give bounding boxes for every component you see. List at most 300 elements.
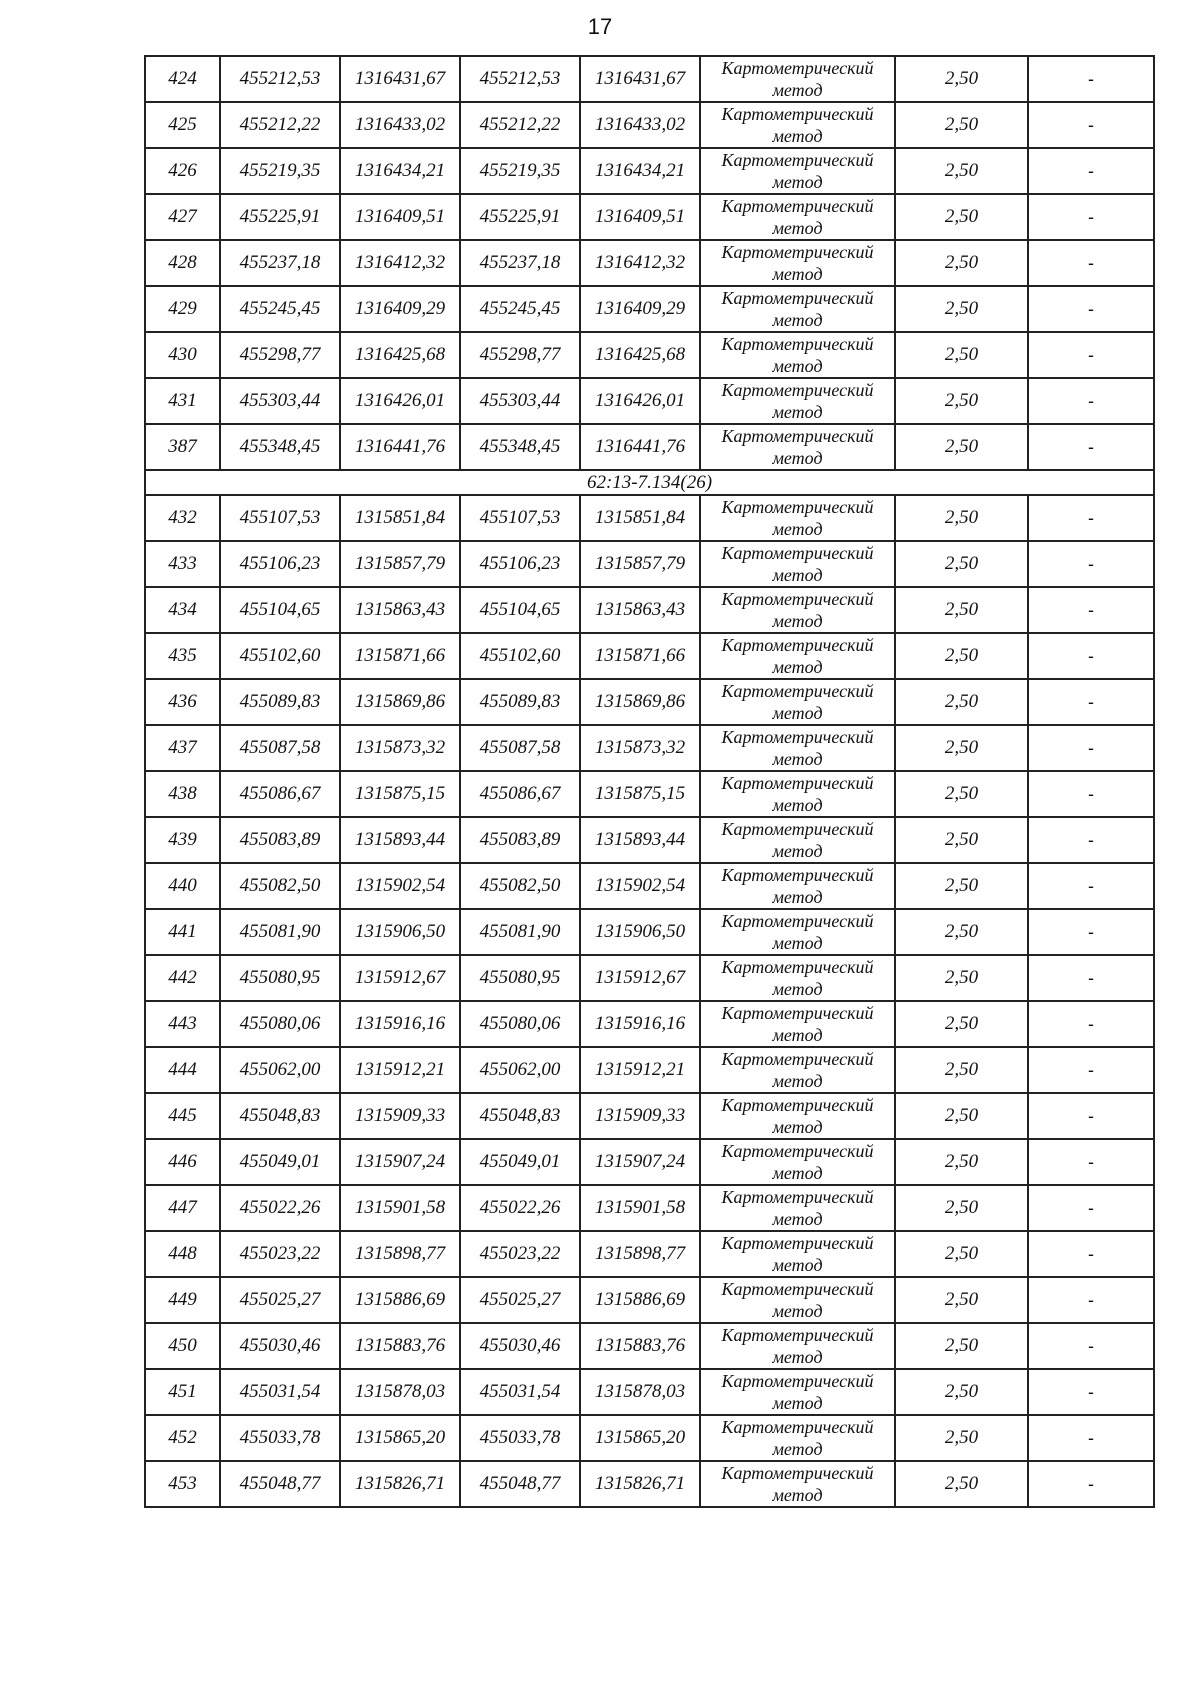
table-row (145, 587, 1154, 633)
x-new-cell: 455080,95 (460, 955, 580, 1001)
y-existing-cell: 1316433,02 (340, 102, 460, 148)
method-cell (700, 1277, 895, 1323)
y-new-cell: 1316425,68 (580, 332, 700, 378)
note-cell: - (1028, 1001, 1154, 1047)
x-existing-cell: 455087,58 (220, 725, 340, 771)
table-row (145, 817, 1154, 863)
method-cell (700, 286, 895, 332)
y-new-cell: 1315902,54 (580, 863, 700, 909)
accuracy-cell: 2,50 (895, 587, 1028, 633)
y-new-cell: 1315863,43 (580, 587, 700, 633)
method-cell (700, 1231, 895, 1277)
x-existing-cell: 455083,89 (220, 817, 340, 863)
y-existing-cell: 1315893,44 (340, 817, 460, 863)
method-line-2: метод (772, 1255, 823, 1275)
accuracy-cell: 2,50 (895, 240, 1028, 286)
x-new-cell: 455106,23 (460, 541, 580, 587)
method-line-1: Картометрический (721, 497, 874, 517)
note-cell: - (1028, 424, 1154, 470)
accuracy-cell: 2,50 (895, 679, 1028, 725)
method-line-1: Картометрический (721, 1463, 874, 1483)
coordinates-table (144, 55, 1155, 1508)
y-new-cell: 1316412,32 (580, 240, 700, 286)
point-number-cell: 438 (145, 771, 220, 817)
method-line-2: метод (772, 1301, 823, 1321)
method-cell (700, 679, 895, 725)
x-new-cell: 455025,27 (460, 1277, 580, 1323)
method-line-1: Картометрический (721, 426, 874, 446)
accuracy-cell: 2,50 (895, 909, 1028, 955)
y-new-cell: 1315878,03 (580, 1369, 700, 1415)
note-cell: - (1028, 1047, 1154, 1093)
method-line-2: метод (772, 841, 823, 861)
point-number-cell: 453 (145, 1461, 220, 1507)
table-row (145, 1185, 1154, 1231)
method-line-2: метод (772, 657, 823, 677)
y-new-cell: 1315857,79 (580, 541, 700, 587)
x-existing-cell: 455219,35 (220, 148, 340, 194)
method-line-2: метод (772, 402, 823, 422)
method-line-1: Картометрический (721, 819, 874, 839)
point-number-cell: 430 (145, 332, 220, 378)
x-existing-cell: 455048,77 (220, 1461, 340, 1507)
point-number-cell: 442 (145, 955, 220, 1001)
note-cell: - (1028, 955, 1154, 1001)
y-existing-cell: 1316434,21 (340, 148, 460, 194)
x-new-cell: 455062,00 (460, 1047, 580, 1093)
x-existing-cell: 455212,22 (220, 102, 340, 148)
method-line-2: метод (772, 1393, 823, 1413)
accuracy-cell: 2,50 (895, 194, 1028, 240)
method-line-2: метод (772, 126, 823, 146)
x-new-cell: 455087,58 (460, 725, 580, 771)
x-existing-cell: 455107,53 (220, 495, 340, 541)
table-row (145, 1415, 1154, 1461)
method-cell (700, 633, 895, 679)
method-line-1: Картометрический (721, 58, 874, 78)
accuracy-cell: 2,50 (895, 332, 1028, 378)
point-number-cell: 443 (145, 1001, 220, 1047)
table-row (145, 332, 1154, 378)
x-existing-cell: 455048,83 (220, 1093, 340, 1139)
table-row (145, 240, 1154, 286)
method-line-2: метод (772, 933, 823, 953)
x-existing-cell: 455081,90 (220, 909, 340, 955)
y-existing-cell: 1315898,77 (340, 1231, 460, 1277)
x-new-cell: 455225,91 (460, 194, 580, 240)
method-line-2: метод (772, 519, 823, 539)
x-existing-cell: 455025,27 (220, 1277, 340, 1323)
table-row (145, 1139, 1154, 1185)
y-existing-cell: 1315865,20 (340, 1415, 460, 1461)
x-new-cell: 455298,77 (460, 332, 580, 378)
method-line-1: Картометрический (721, 380, 874, 400)
accuracy-cell: 2,50 (895, 1231, 1028, 1277)
accuracy-cell: 2,50 (895, 771, 1028, 817)
accuracy-cell: 2,50 (895, 1093, 1028, 1139)
y-existing-cell: 1315901,58 (340, 1185, 460, 1231)
x-new-cell: 455348,45 (460, 424, 580, 470)
y-new-cell: 1315906,50 (580, 909, 700, 955)
method-line-1: Картометрический (721, 865, 874, 885)
x-new-cell: 455022,26 (460, 1185, 580, 1231)
point-number-cell: 450 (145, 1323, 220, 1369)
y-new-cell: 1315875,15 (580, 771, 700, 817)
table-row (145, 1047, 1154, 1093)
x-new-cell: 455104,65 (460, 587, 580, 633)
note-cell: - (1028, 1369, 1154, 1415)
point-number-cell: 424 (145, 56, 220, 102)
x-existing-cell: 455225,91 (220, 194, 340, 240)
note-cell: - (1028, 817, 1154, 863)
accuracy-cell: 2,50 (895, 495, 1028, 541)
method-line-1: Картометрический (721, 681, 874, 701)
note-cell: - (1028, 1093, 1154, 1139)
x-new-cell: 455083,89 (460, 817, 580, 863)
y-new-cell: 1316441,76 (580, 424, 700, 470)
note-cell: - (1028, 495, 1154, 541)
x-existing-cell: 455086,67 (220, 771, 340, 817)
accuracy-cell: 2,50 (895, 1001, 1028, 1047)
point-number-cell: 427 (145, 194, 220, 240)
y-existing-cell: 1316409,51 (340, 194, 460, 240)
point-number-cell: 449 (145, 1277, 220, 1323)
table-row (145, 1323, 1154, 1369)
method-line-2: метод (772, 1485, 823, 1505)
section-label: 62:13-7.134(26) (145, 470, 1154, 495)
section-header-row (145, 470, 1154, 495)
x-new-cell: 455048,83 (460, 1093, 580, 1139)
table-row (145, 863, 1154, 909)
point-number-cell: 428 (145, 240, 220, 286)
note-cell: - (1028, 378, 1154, 424)
y-existing-cell: 1316425,68 (340, 332, 460, 378)
method-cell (700, 587, 895, 633)
method-line-1: Картометрический (721, 288, 874, 308)
method-line-2: метод (772, 565, 823, 585)
note-cell: - (1028, 679, 1154, 725)
method-cell (700, 1323, 895, 1369)
table-row (145, 541, 1154, 587)
point-number-cell: 452 (145, 1415, 220, 1461)
note-cell: - (1028, 587, 1154, 633)
table-row (145, 1231, 1154, 1277)
method-line-2: метод (772, 172, 823, 192)
x-existing-cell: 455033,78 (220, 1415, 340, 1461)
note-cell: - (1028, 633, 1154, 679)
y-existing-cell: 1315851,84 (340, 495, 460, 541)
y-existing-cell: 1316431,67 (340, 56, 460, 102)
x-existing-cell: 455212,53 (220, 56, 340, 102)
table-row (145, 148, 1154, 194)
method-cell (700, 1369, 895, 1415)
accuracy-cell: 2,50 (895, 1461, 1028, 1507)
accuracy-cell: 2,50 (895, 1323, 1028, 1369)
y-existing-cell: 1315875,15 (340, 771, 460, 817)
note-cell: - (1028, 194, 1154, 240)
table-row (145, 679, 1154, 725)
x-existing-cell: 455062,00 (220, 1047, 340, 1093)
method-cell (700, 771, 895, 817)
y-new-cell: 1315912,67 (580, 955, 700, 1001)
method-line-1: Картометрический (721, 773, 874, 793)
point-number-cell: 433 (145, 541, 220, 587)
x-existing-cell: 455049,01 (220, 1139, 340, 1185)
accuracy-cell: 2,50 (895, 817, 1028, 863)
x-new-cell: 455049,01 (460, 1139, 580, 1185)
y-new-cell: 1315912,21 (580, 1047, 700, 1093)
y-existing-cell: 1315907,24 (340, 1139, 460, 1185)
accuracy-cell: 2,50 (895, 541, 1028, 587)
x-existing-cell: 455303,44 (220, 378, 340, 424)
y-existing-cell: 1315886,69 (340, 1277, 460, 1323)
x-existing-cell: 455245,45 (220, 286, 340, 332)
y-new-cell: 1316434,21 (580, 148, 700, 194)
method-line-2: метод (772, 448, 823, 468)
method-line-1: Картометрический (721, 242, 874, 262)
y-existing-cell: 1315873,32 (340, 725, 460, 771)
y-new-cell: 1315869,86 (580, 679, 700, 725)
method-line-1: Картометрический (721, 911, 874, 931)
table-row (145, 378, 1154, 424)
method-cell (700, 863, 895, 909)
method-line-1: Картометрический (721, 543, 874, 563)
accuracy-cell: 2,50 (895, 286, 1028, 332)
y-new-cell: 1316409,29 (580, 286, 700, 332)
table-row (145, 56, 1154, 102)
x-existing-cell: 455298,77 (220, 332, 340, 378)
table-row (145, 1369, 1154, 1415)
x-new-cell: 455082,50 (460, 863, 580, 909)
method-line-1: Картометрический (721, 1049, 874, 1069)
y-existing-cell: 1316409,29 (340, 286, 460, 332)
x-new-cell: 455023,22 (460, 1231, 580, 1277)
x-new-cell: 455031,54 (460, 1369, 580, 1415)
y-existing-cell: 1316412,32 (340, 240, 460, 286)
table-body-bottom (145, 495, 1154, 1507)
y-existing-cell: 1315912,67 (340, 955, 460, 1001)
point-number-cell: 437 (145, 725, 220, 771)
note-cell: - (1028, 1139, 1154, 1185)
method-line-2: метод (772, 1163, 823, 1183)
y-new-cell: 1315909,33 (580, 1093, 700, 1139)
table-row (145, 194, 1154, 240)
note-cell: - (1028, 863, 1154, 909)
x-new-cell: 455212,22 (460, 102, 580, 148)
method-line-2: метод (772, 1439, 823, 1459)
method-line-1: Картометрический (721, 1003, 874, 1023)
note-cell: - (1028, 1415, 1154, 1461)
x-existing-cell: 455080,06 (220, 1001, 340, 1047)
x-existing-cell: 455106,23 (220, 541, 340, 587)
method-line-1: Картометрический (721, 727, 874, 747)
y-existing-cell: 1315878,03 (340, 1369, 460, 1415)
point-number-cell: 451 (145, 1369, 220, 1415)
point-number-cell: 426 (145, 148, 220, 194)
method-cell (700, 1461, 895, 1507)
x-new-cell: 455237,18 (460, 240, 580, 286)
accuracy-cell: 2,50 (895, 148, 1028, 194)
x-existing-cell: 455023,22 (220, 1231, 340, 1277)
method-cell (700, 102, 895, 148)
method-line-2: метод (772, 611, 823, 631)
accuracy-cell: 2,50 (895, 424, 1028, 470)
x-existing-cell: 455022,26 (220, 1185, 340, 1231)
method-line-1: Картометрический (721, 1233, 874, 1253)
method-cell (700, 1001, 895, 1047)
table-row (145, 102, 1154, 148)
table-row (145, 909, 1154, 955)
accuracy-cell: 2,50 (895, 863, 1028, 909)
accuracy-cell: 2,50 (895, 1369, 1028, 1415)
y-existing-cell: 1315916,16 (340, 1001, 460, 1047)
x-new-cell: 455030,46 (460, 1323, 580, 1369)
x-existing-cell: 455082,50 (220, 863, 340, 909)
y-new-cell: 1315886,69 (580, 1277, 700, 1323)
accuracy-cell: 2,50 (895, 56, 1028, 102)
method-line-1: Картометрический (721, 1417, 874, 1437)
point-number-cell: 446 (145, 1139, 220, 1185)
method-cell (700, 725, 895, 771)
note-cell: - (1028, 1323, 1154, 1369)
method-line-2: метод (772, 887, 823, 907)
note-cell: - (1028, 102, 1154, 148)
x-existing-cell: 455030,46 (220, 1323, 340, 1369)
y-existing-cell: 1315863,43 (340, 587, 460, 633)
point-number-cell: 445 (145, 1093, 220, 1139)
note-cell: - (1028, 286, 1154, 332)
x-new-cell: 455089,83 (460, 679, 580, 725)
y-new-cell: 1316409,51 (580, 194, 700, 240)
method-cell (700, 332, 895, 378)
method-cell (700, 378, 895, 424)
accuracy-cell: 2,50 (895, 955, 1028, 1001)
method-cell (700, 541, 895, 587)
table-row (145, 633, 1154, 679)
method-cell (700, 424, 895, 470)
x-existing-cell: 455080,95 (220, 955, 340, 1001)
table-row (145, 1001, 1154, 1047)
x-existing-cell: 455104,65 (220, 587, 340, 633)
y-existing-cell: 1315909,33 (340, 1093, 460, 1139)
x-new-cell: 455212,53 (460, 56, 580, 102)
method-cell (700, 1139, 895, 1185)
method-cell (700, 909, 895, 955)
method-line-1: Картометрический (721, 196, 874, 216)
method-line-2: метод (772, 356, 823, 376)
method-line-2: метод (772, 1209, 823, 1229)
point-number-cell: 429 (145, 286, 220, 332)
x-new-cell: 455102,60 (460, 633, 580, 679)
method-line-2: метод (772, 979, 823, 999)
method-cell (700, 56, 895, 102)
point-number-cell: 447 (145, 1185, 220, 1231)
method-cell (700, 1047, 895, 1093)
table-row (145, 955, 1154, 1001)
method-cell (700, 1185, 895, 1231)
method-cell (700, 240, 895, 286)
note-cell: - (1028, 56, 1154, 102)
method-line-2: метод (772, 1117, 823, 1137)
point-number-cell: 431 (145, 378, 220, 424)
x-new-cell: 455048,77 (460, 1461, 580, 1507)
method-line-2: метод (772, 264, 823, 284)
x-existing-cell: 455102,60 (220, 633, 340, 679)
point-number-cell: 432 (145, 495, 220, 541)
y-new-cell: 1315865,20 (580, 1415, 700, 1461)
x-new-cell: 455086,67 (460, 771, 580, 817)
method-line-2: метод (772, 1347, 823, 1367)
method-line-2: метод (772, 1071, 823, 1091)
y-new-cell: 1315873,32 (580, 725, 700, 771)
table-body-top (145, 56, 1154, 470)
point-number-cell: 439 (145, 817, 220, 863)
method-line-2: метод (772, 795, 823, 815)
y-existing-cell: 1315902,54 (340, 863, 460, 909)
accuracy-cell: 2,50 (895, 102, 1028, 148)
method-line-1: Картометрический (721, 1095, 874, 1115)
x-existing-cell: 455031,54 (220, 1369, 340, 1415)
note-cell: - (1028, 771, 1154, 817)
point-number-cell: 436 (145, 679, 220, 725)
y-new-cell: 1316433,02 (580, 102, 700, 148)
y-existing-cell: 1316426,01 (340, 378, 460, 424)
note-cell: - (1028, 909, 1154, 955)
y-new-cell: 1315883,76 (580, 1323, 700, 1369)
note-cell: - (1028, 1231, 1154, 1277)
table-row (145, 725, 1154, 771)
method-line-1: Картометрический (721, 1325, 874, 1345)
table-row (145, 771, 1154, 817)
accuracy-cell: 2,50 (895, 633, 1028, 679)
note-cell: - (1028, 332, 1154, 378)
point-number-cell: 435 (145, 633, 220, 679)
y-existing-cell: 1315826,71 (340, 1461, 460, 1507)
note-cell: - (1028, 148, 1154, 194)
method-line-1: Картометрический (721, 1187, 874, 1207)
accuracy-cell: 2,50 (895, 1415, 1028, 1461)
method-line-2: метод (772, 703, 823, 723)
method-line-2: метод (772, 218, 823, 238)
table-row (145, 286, 1154, 332)
table-row (145, 1093, 1154, 1139)
method-line-1: Картометрический (721, 1141, 874, 1161)
method-cell (700, 148, 895, 194)
note-cell: - (1028, 1461, 1154, 1507)
section-header-group (145, 470, 1154, 495)
x-new-cell: 455303,44 (460, 378, 580, 424)
method-cell (700, 1093, 895, 1139)
y-new-cell: 1315871,66 (580, 633, 700, 679)
x-new-cell: 455081,90 (460, 909, 580, 955)
x-existing-cell: 455348,45 (220, 424, 340, 470)
y-new-cell: 1316431,67 (580, 56, 700, 102)
accuracy-cell: 2,50 (895, 1047, 1028, 1093)
accuracy-cell: 2,50 (895, 378, 1028, 424)
x-new-cell: 455245,45 (460, 286, 580, 332)
note-cell: - (1028, 1277, 1154, 1323)
y-new-cell: 1315916,16 (580, 1001, 700, 1047)
method-line-2: метод (772, 749, 823, 769)
method-line-2: метод (772, 310, 823, 330)
method-cell (700, 495, 895, 541)
y-existing-cell: 1315871,66 (340, 633, 460, 679)
table-row (145, 1277, 1154, 1323)
method-cell (700, 955, 895, 1001)
method-line-1: Картометрический (721, 1371, 874, 1391)
method-line-1: Картометрический (721, 635, 874, 655)
point-number-cell: 387 (145, 424, 220, 470)
